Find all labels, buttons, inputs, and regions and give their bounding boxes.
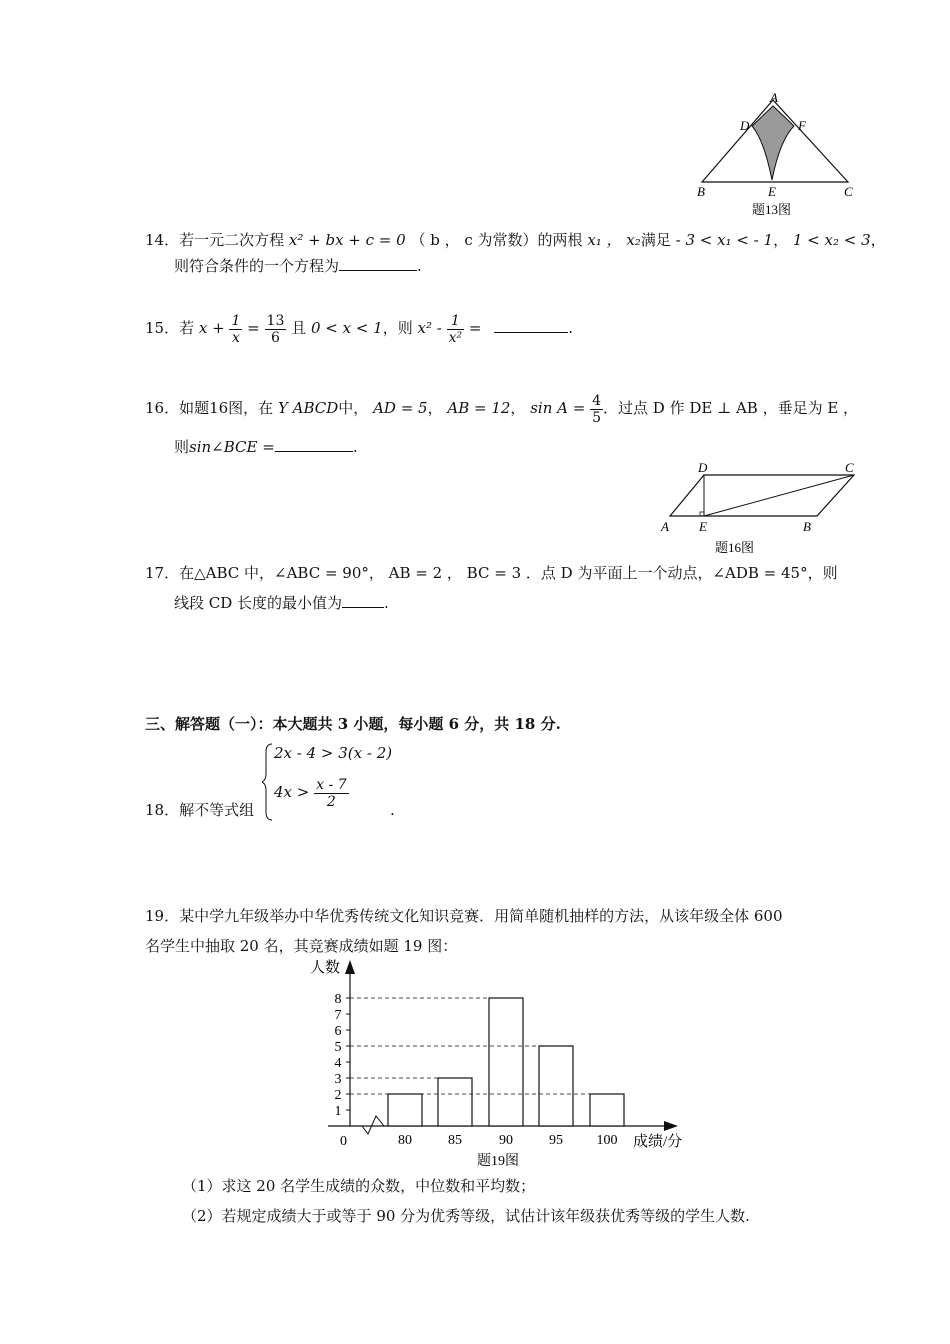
q17-text2: 线段 CD 长度的最小值为 bbox=[174, 594, 343, 612]
q16-sin: sin A = bbox=[530, 399, 586, 417]
q15-cond: 0 < x < 1 bbox=[310, 319, 383, 337]
q14-end: . bbox=[417, 257, 422, 275]
section-3-heading: 三、解答题（一）：本大题共 3 小题，每小题 6 分，共 18 分. bbox=[145, 715, 561, 733]
q16-end: . bbox=[352, 438, 358, 456]
q14-number: 14． bbox=[145, 231, 180, 249]
fig13-label-C: C bbox=[844, 184, 853, 199]
y-tick-label: 8 bbox=[334, 992, 342, 1007]
fig13-label-D: D bbox=[740, 118, 750, 133]
y-tick-label: 7 bbox=[334, 1008, 342, 1023]
origin-label: 0 bbox=[340, 1134, 347, 1149]
q16-fraction: $\frac{4}{5}$ bbox=[592, 392, 601, 426]
y-axis-arrow-icon bbox=[345, 960, 355, 974]
bar-95 bbox=[539, 1046, 573, 1126]
question-18-label bbox=[145, 799, 254, 821]
fig13-label-E: E bbox=[768, 184, 776, 199]
q14-pre: 若一元二次方程 bbox=[179, 231, 285, 249]
fig13-label-F: F bbox=[798, 118, 806, 133]
q18-number: 18． bbox=[145, 801, 180, 819]
q15-fraction-2: $\frac{13}{6}$ bbox=[266, 312, 285, 346]
q14-roots: x₁ ， x₂ bbox=[587, 231, 641, 249]
q17-answer-blank[interactable] bbox=[342, 593, 384, 608]
question-16-line2 bbox=[174, 436, 358, 458]
q16-mid: 中， bbox=[338, 399, 369, 417]
q14-answer-blank[interactable] bbox=[339, 256, 417, 271]
fig16-label-A: A bbox=[661, 519, 669, 534]
q15-and: 且 bbox=[291, 319, 307, 337]
q16-ab: AB = 12 bbox=[447, 399, 511, 417]
q17-end: . bbox=[384, 594, 389, 612]
q18-ineq2 bbox=[274, 772, 349, 812]
fig16-label-B: B bbox=[803, 519, 811, 534]
q14-cond2: 1 < x₂ < 3 bbox=[792, 231, 871, 249]
x-tick-label: 85 bbox=[448, 1133, 462, 1148]
y-tick-label: 5 bbox=[334, 1040, 342, 1055]
bar-85 bbox=[438, 1078, 472, 1126]
q17-number: 17． bbox=[145, 564, 180, 582]
q14-line2: 则符合条件的一个方程为 bbox=[174, 257, 340, 275]
y-tick-label: 2 bbox=[334, 1088, 342, 1103]
q19-number: 19． bbox=[145, 907, 180, 925]
q14-equation: x² + bx + c = 0 bbox=[288, 231, 406, 249]
y-axis-label: 人数 bbox=[310, 960, 341, 976]
question-19-sub2: （2）若规定成绩大于或等于 90 分为优秀等级，试估计该年级获优秀等级的学生人数. bbox=[182, 1207, 750, 1225]
q15-pre: 若 bbox=[179, 319, 195, 337]
bar-100 bbox=[590, 1094, 624, 1126]
figure-16 bbox=[655, 457, 865, 557]
question-19-line2: 名学生中抽取 20 名，其竞赛成绩如题 19 图： bbox=[145, 937, 458, 955]
fig13-label-B: B bbox=[697, 184, 705, 199]
x-tick-label: 100 bbox=[596, 1133, 618, 1148]
question-19-sub1: （1）求这 20 名学生成绩的众数，中位数和平均数； bbox=[182, 1177, 536, 1195]
fig16-label-D: D bbox=[698, 460, 708, 475]
question-15 bbox=[145, 308, 573, 348]
fig13-label-A: A bbox=[770, 92, 778, 105]
fig16-label-E: E bbox=[699, 519, 707, 534]
chart-caption: 题19图 bbox=[477, 1154, 519, 1169]
fig16-caption: 题16图 bbox=[715, 540, 755, 555]
fig13-caption: 题13图 bbox=[752, 202, 792, 217]
x-tick-label: 95 bbox=[549, 1133, 563, 1148]
question-19-line1 bbox=[145, 905, 783, 927]
q16-number: 16． bbox=[145, 399, 180, 417]
q14-paren: （ b ， c 为常数）的两根 bbox=[410, 231, 583, 249]
q18-text: 解不等式组 bbox=[179, 801, 255, 819]
q18-ineq2-lhs: 4x > bbox=[274, 783, 310, 801]
q16-line2-expr: sin∠BCE = bbox=[189, 438, 275, 456]
q15-expr: x² - bbox=[417, 319, 442, 337]
bar-80 bbox=[388, 1094, 422, 1126]
q15-end: . bbox=[568, 319, 574, 337]
q19-text1: 某中学九年级举办中华优秀传统文化知识竞赛．用简单随机抽样的方法，从该年级全体 600 bbox=[179, 907, 783, 925]
question-16-line1: 16．如题16图，在 Y ABCD中， AD = 5， AB = 12， sin A = $\frac{4}{5}$ ．过点 D 作 DE ⊥ AB ，垂足为 E ， bbox=[145, 392, 859, 426]
x-axis-label: 成绩/分 bbox=[633, 1134, 683, 1150]
fig16-label-C: C bbox=[845, 460, 854, 475]
figure-13 bbox=[690, 92, 860, 220]
q15-number: 15． bbox=[145, 319, 180, 337]
histogram-chart bbox=[300, 950, 700, 1175]
y-tick-label: 6 bbox=[334, 1024, 342, 1039]
q14-cond1: - 3 < x₁ < - 1 bbox=[675, 231, 774, 249]
x-tick-label: 80 bbox=[398, 1133, 412, 1148]
question-14-line2 bbox=[174, 255, 422, 277]
q18-ineq1: 2x - 4 > 3(x - 2) bbox=[274, 744, 393, 762]
q18-fraction: $\frac{x - 7}{2}$ bbox=[316, 776, 347, 810]
q15-eq: = bbox=[247, 319, 260, 337]
x-tick-label: 90 bbox=[499, 1133, 513, 1148]
q16-post: ．过点 D 作 DE ⊥ AB ，垂足为 E ， bbox=[603, 399, 859, 417]
q15-eq2: = bbox=[468, 319, 482, 337]
y-tick-label: 1 bbox=[334, 1104, 342, 1119]
q15-fraction-1: $\frac{1}{x}$ bbox=[231, 312, 241, 346]
y-tick-label: 4 bbox=[334, 1056, 342, 1071]
q17-text1: 在△ABC 中，∠ABC = 90°， AB = 2 ， BC = 3 ．点 D 为平面上一个动点，∠ADB = 45°，则 bbox=[179, 564, 838, 582]
question-14-line1: 14．若一元二次方程 x² + bx + c = 0 （ b ， c 为常数）的两根 x₁ ， x₂满足 - 3 < x₁ < - 1， 1 < x₂ < 3， bbox=[145, 231, 886, 249]
q16-line2-pre: 则 bbox=[174, 438, 190, 456]
axis-break-icon bbox=[362, 1116, 384, 1134]
q15-fraction-3: $\frac{1}{\text{x²}}$ bbox=[448, 312, 463, 346]
q18-end: . bbox=[390, 801, 395, 819]
q16-parallelogram: Y ABCD bbox=[277, 399, 339, 417]
y-tick-label: 3 bbox=[334, 1072, 342, 1087]
bar-90 bbox=[489, 998, 523, 1126]
q14-cond-pre: 满足 bbox=[640, 231, 671, 249]
question-17-line1 bbox=[145, 562, 838, 584]
q16-ad: AD = 5 bbox=[373, 399, 428, 417]
x-axis-arrow-icon bbox=[664, 1121, 678, 1131]
q15-answer-blank[interactable] bbox=[494, 318, 568, 333]
q15-lhs: x + bbox=[198, 319, 225, 337]
question-17-line2 bbox=[174, 592, 389, 614]
q16-pre: 如题16图，在 bbox=[179, 399, 274, 417]
q16-answer-blank[interactable] bbox=[275, 437, 353, 452]
brace-icon bbox=[262, 742, 274, 822]
q15-then: ，则 bbox=[382, 319, 413, 337]
